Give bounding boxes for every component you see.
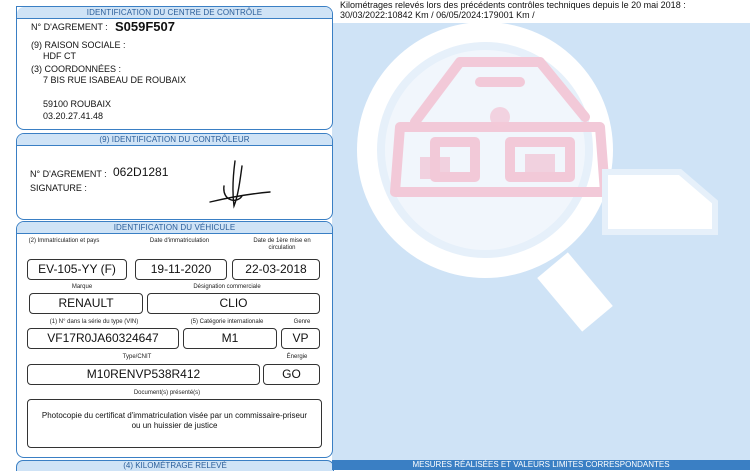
kilometrage-header: (4) KILOMÉTRAGE RELEVÉ xyxy=(16,460,334,471)
address-line1: 7 BIS RUE ISABEAU DE ROUBAIX xyxy=(43,75,187,85)
documents-line1: Photocopie du certificat d'immatriculation visée par un commissaire-priseur xyxy=(41,411,308,420)
vehicule-header: IDENTIFICATION DU VÉHICULE xyxy=(17,222,332,234)
centre-header: IDENTIFICATION DU CENTRE DE CONTRÔLE xyxy=(17,7,332,19)
vin-label: (1) N° dans la série du type (VIN) xyxy=(49,319,139,325)
immat-label: (2) Immatriculation et pays xyxy=(28,238,100,244)
raison-sociale-value: HDF CT xyxy=(43,51,76,61)
centre-agrement-label: N° D'AGREMENT : xyxy=(31,22,108,32)
controleur-agrement-label: N° D'AGREMENT : xyxy=(30,169,107,179)
coordonnees-label: (3) COORDONNÉES : xyxy=(31,64,122,74)
energie-label: Énergie xyxy=(286,354,308,360)
designation-label: Désignation commerciale xyxy=(193,284,261,290)
documents-label: Document(s) présenté(s) xyxy=(133,390,201,396)
type-value: M10RENVP538R412 xyxy=(27,364,260,385)
date-1ere-label-1: Date de 1ère mise en xyxy=(253,238,311,244)
categorie-value: M1 xyxy=(183,328,277,349)
marque-label: Marque xyxy=(71,284,93,290)
previous-km-line2: 30/03/2022:10842 Km / 06/05/2024:179001 Km / xyxy=(340,10,535,20)
energie-value: GO xyxy=(263,364,320,385)
signature-label: SIGNATURE : xyxy=(30,183,87,193)
previous-km-line1: Kilométrages relevés lors des précédents contrôles techniques depuis le 20 mai 2018 : xyxy=(340,0,686,10)
documents-line2: ou un huissier de justice xyxy=(131,421,218,430)
vehicule-panel xyxy=(16,221,333,458)
raison-sociale-label: (9) RAISON SOCIALE : xyxy=(31,40,126,50)
controleur-agrement-value: 062D1281 xyxy=(113,165,169,179)
categorie-label: (5) Catégorie internationale xyxy=(190,319,264,325)
address-line2: 59100 ROUBAIX xyxy=(43,99,112,109)
documents-value xyxy=(27,399,322,448)
magnifier-car-watermark-icon xyxy=(350,22,730,332)
designation-value: CLIO xyxy=(147,293,320,314)
type-label: Type/CNIT xyxy=(122,354,152,360)
genre-label: Genre xyxy=(293,319,311,325)
mesures-header: MESURES RÉALISÉES ET VALEURS LIMITES CORRESPONDANTES xyxy=(332,460,750,470)
phone-number: 03.20.27.41.48 xyxy=(43,111,104,121)
controleur-panel xyxy=(16,133,333,220)
marque-value: RENAULT xyxy=(29,293,143,314)
genre-value: VP xyxy=(281,328,320,349)
date-immat-value: 19-11-2020 xyxy=(135,259,227,280)
centre-agrement-value: S059F507 xyxy=(115,19,175,34)
date-1ere-label-2: circulation xyxy=(268,245,296,251)
centre-panel xyxy=(16,6,333,130)
date-1ere-value: 22-03-2018 xyxy=(232,259,320,280)
date-immat-label: Date d'immatriculation xyxy=(149,238,210,244)
controleur-header: (9) IDENTIFICATION DU CONTRÔLEUR xyxy=(17,134,332,146)
previous-km-note xyxy=(340,0,686,20)
vin-value: VF17R0JA60324647 xyxy=(27,328,179,349)
immat-value: EV-105-YY (F) xyxy=(27,259,127,280)
handwritten-signature xyxy=(202,156,277,216)
